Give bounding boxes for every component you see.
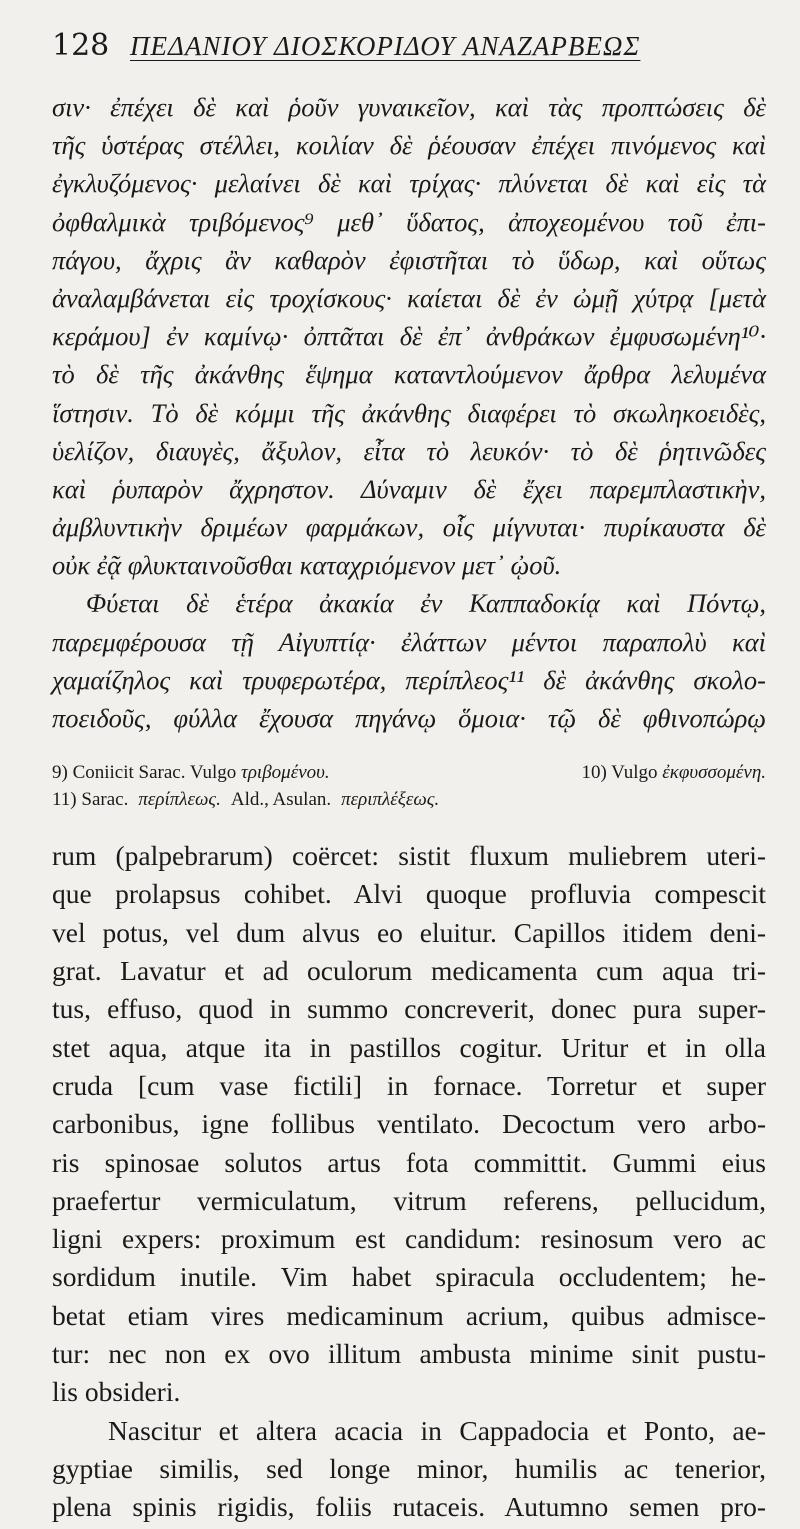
footnote-9-word: τριβομένου.: [241, 762, 330, 784]
running-head: ΠΕΔΑΝΙΟΥ ΔΙΟΣΚΟΡΙΔΟΥ ΑΝΑΖΑΡΒΕΩΣ: [130, 31, 641, 61]
greek-line: Φύεται δὲ ἑτέρα ἀκακία ἐν Καππαδοκίᾳ καὶ Πόντῳ,: [86, 588, 766, 619]
latin-line: plena spinis rigidis, foliis rutaceis. Autumno semen pro-: [52, 1491, 766, 1523]
latin-line: Nascitur et altera acacia in Cappadocia et Ponto, ae-: [108, 1414, 766, 1446]
footnote-11-word2: περιπλέξεως.: [341, 789, 440, 811]
greek-line: χαμαίζηλος καὶ τρυφερωτέρα, περίπλεος¹¹ δὲ ἀκάνθης σκολο-: [52, 664, 766, 695]
footnote-line: [52, 759, 766, 786]
greek-line: ποειδοῦς, φύλλα ἔχουσα πηγάνῳ ὅμοια· τῷ δὲ φθινοπώρῳ: [52, 703, 766, 733]
greek-line: ὀφθαλμικὰ τριβόμενος⁹ μεθ᾽ ὕδατος, ἀποχεομένου τοῦ ἐπι-: [52, 206, 766, 237]
greek-line: κεράμου] ἐν καμίνῳ· ὀπτᾶται δὲ ἐπ᾽ ἀνθράκων ἐμφυσωμένη¹⁰·: [52, 321, 766, 352]
greek-line: ὑελίζον, διαυγὲς, ἄξυλον, εἶτα τὸ λευκόν· τὸ δὲ ῥητινῶδες: [52, 435, 766, 466]
latin-line: praefertur vermiculatum, vitrum referens, pellucidum,: [52, 1184, 766, 1216]
footnotes: [52, 759, 766, 813]
footnote-11-mid: Ald., Asulan.: [230, 789, 332, 811]
latin-line: betat etiam vires medicaminum acrium, quibus admisce-: [52, 1299, 766, 1331]
greek-line: καὶ ῥυπαρὸν ἄχρηστον. Δύναμιν δὲ ἔχει παρεμπλαστικὴν,: [52, 473, 766, 504]
footnote-10-label: 10) Vulgo: [581, 762, 658, 784]
latin-line: tur: nec non ex ovo illitum ambusta minime sinit pustu-: [52, 1338, 766, 1370]
footnote-9: [52, 759, 330, 786]
latin-line: rum (palpebrarum) coërcet: sistit fluxum muliebrem uteri-: [52, 840, 766, 872]
greek-line: παρεμφέρουσα τῇ Αἰγυπτίᾳ· ἐλάττων μέντοι παραπολὺ καὶ: [52, 626, 766, 657]
greek-line: ἀναλαμβάνεται εἰς τροχίσκους· καίεται δὲ ἐν ὠμῇ χύτρᾳ [μετὰ: [52, 282, 766, 313]
greek-line: τὸ δὲ τῆς ἀκάνθης ἕψημα καταντλούμενον ἄρθρα λελυμένα: [52, 359, 766, 390]
latin-line: stet aqua, atque ita in pastillos cogitur. Uritur et in olla: [52, 1031, 766, 1063]
latin-line: ligni expers: proximum est candidum: resinosum vero ac: [52, 1223, 766, 1255]
page-header: [52, 28, 766, 80]
latin-line: grat. Lavatur et ad oculorum medicamenta cum aqua tri-: [52, 955, 766, 987]
latin-line: sordidum inutile. Vim habet spiracula occludentem; he-: [52, 1261, 766, 1293]
footnote-11-word1: περίπλεως.: [138, 789, 221, 811]
latin-line: lis obsideri.: [52, 1376, 181, 1408]
footnote-10: [581, 759, 766, 786]
latin-line: cruda [cum vase fictili] in fornace. Torretur et super: [52, 1069, 766, 1101]
greek-text-block: [52, 88, 766, 737]
page-number: 128: [52, 28, 110, 63]
latin-line: ris spinosae solutos artus fota committit. Gummi eius: [52, 1146, 766, 1178]
greek-line: σιν· ἐπέχει δὲ καὶ ῥοῦν γυναικεῖον, καὶ τὰς προπτώσεις δὲ: [52, 92, 766, 122]
footnote-line: [52, 786, 766, 813]
latin-line: que prolapsus cohibet. Alvi quoque profluvia compescit: [52, 878, 766, 910]
latin-text-block: [52, 837, 766, 1526]
greek-line: πάγου, ἄχρις ἂν καθαρὸν ἐφιστῆται τὸ ὕδωρ, καὶ οὕτως: [52, 244, 766, 275]
latin-line: vel potus, vel dum alvus eo eluitur. Capillos itidem deni-: [52, 916, 766, 948]
greek-line: ἐγκλυζόμενος· μελαίνει δὲ καὶ τρίχας· πλύνεται δὲ καὶ εἰς τὰ: [52, 168, 766, 199]
greek-line: τῆς ὑστέρας στέλλει, κοιλίαν δὲ ῥέουσαν ἐπέχει πινόμενος καὶ: [52, 130, 766, 161]
greek-line: ἀμβλυντικὴν δριμέων φαρμάκων, οἷς μίγνυται· πυρίκαυστα δὲ: [52, 512, 766, 543]
greek-line: ἵστησιν. Τὸ δὲ κόμμι τῆς ἀκάνθης διαφέρει τὸ σκωληκοειδὲς,: [52, 397, 766, 428]
latin-line: gyptiae similis, sed longe minor, humilis ac tenerior,: [52, 1452, 766, 1484]
latin-line: carbonibus, igne follibus ventilato. Decoctum vero arbo-: [52, 1108, 766, 1140]
footnote-11-label: 11) Sarac.: [52, 789, 129, 811]
footnote-9-label: 9) Coniicit Sarac. Vulgo: [52, 762, 237, 784]
latin-line: tus, effuso, quod in summo concreverit, donec pura super-: [52, 993, 766, 1025]
greek-line: οὐκ ἐᾷ φλυκταινοῦσθαι καταχριόμενον μετ᾽ ᾠοῦ.: [52, 550, 562, 581]
footnote-10-word: ἐκφυσσομένη.: [662, 762, 766, 784]
